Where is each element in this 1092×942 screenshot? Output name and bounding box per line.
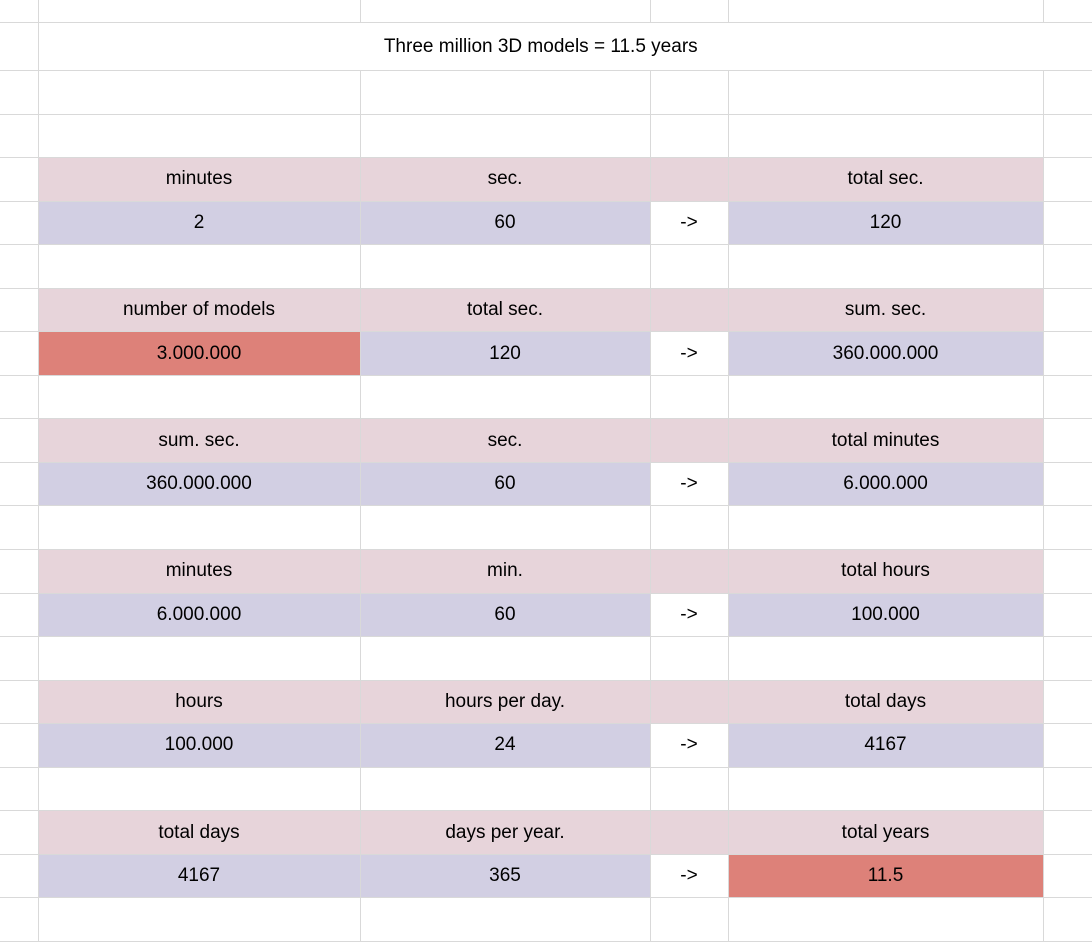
cell-b4[interactable] bbox=[38, 114, 360, 158]
cell-f[interactable] bbox=[1043, 419, 1092, 463]
cell-b[interactable] bbox=[38, 898, 360, 942]
value-1-2[interactable]: 360.000.000 bbox=[728, 332, 1043, 376]
table-row-values-4 bbox=[0, 724, 1092, 768]
cell-b3[interactable] bbox=[38, 70, 360, 114]
header-3-2: total hours bbox=[728, 550, 1043, 594]
cell-d[interactable] bbox=[650, 375, 728, 419]
cell-a[interactable] bbox=[0, 637, 38, 681]
cell-b[interactable] bbox=[38, 767, 360, 811]
cell-c4[interactable] bbox=[360, 114, 650, 158]
table-row-header-4 bbox=[0, 680, 1092, 724]
cell-a1[interactable] bbox=[0, 0, 38, 23]
header-3-gap bbox=[650, 550, 728, 594]
header-1-2: sum. sec. bbox=[728, 288, 1043, 332]
row-empty-top bbox=[0, 0, 1092, 23]
value-0-0[interactable]: 2 bbox=[38, 201, 360, 245]
value-3-1[interactable]: 60 bbox=[360, 593, 650, 637]
table-row-header-2 bbox=[0, 419, 1092, 463]
cell-f[interactable] bbox=[1043, 462, 1092, 506]
cell-d[interactable] bbox=[650, 767, 728, 811]
header-3-1: min. bbox=[360, 550, 650, 594]
row-spacer-block-2 bbox=[0, 506, 1092, 550]
cell-f[interactable] bbox=[1043, 811, 1092, 855]
value-0-1[interactable]: 60 bbox=[360, 201, 650, 245]
value-2-0[interactable]: 360.000.000 bbox=[38, 462, 360, 506]
cell-f[interactable] bbox=[1043, 288, 1092, 332]
cell-f[interactable] bbox=[1043, 375, 1092, 419]
cell-a[interactable] bbox=[0, 898, 38, 942]
header-0-gap bbox=[650, 158, 728, 202]
header-4-0: hours bbox=[38, 680, 360, 724]
cell-f[interactable] bbox=[1043, 680, 1092, 724]
cell-a[interactable] bbox=[0, 680, 38, 724]
table-row-values-2 bbox=[0, 462, 1092, 506]
header-1-0: number of models bbox=[38, 288, 360, 332]
cell-f[interactable] bbox=[1043, 898, 1092, 942]
arrow-icon-2: -> bbox=[650, 462, 728, 506]
cell-f[interactable] bbox=[1043, 245, 1092, 289]
value-5-0[interactable]: 4167 bbox=[38, 854, 360, 898]
cell-c[interactable] bbox=[360, 375, 650, 419]
row-spacer-block-3 bbox=[0, 637, 1092, 681]
cell-a2[interactable] bbox=[0, 23, 38, 71]
header-0-1: sec. bbox=[360, 158, 650, 202]
header-2-2: total minutes bbox=[728, 419, 1043, 463]
cell-e[interactable] bbox=[728, 767, 1043, 811]
cell-e[interactable] bbox=[728, 506, 1043, 550]
value-1-1[interactable]: 120 bbox=[360, 332, 650, 376]
cell-a4[interactable] bbox=[0, 114, 38, 158]
cell-e3[interactable] bbox=[728, 70, 1043, 114]
cell-c[interactable] bbox=[360, 637, 650, 681]
cell-b[interactable] bbox=[38, 506, 360, 550]
row-spacer-block-4 bbox=[0, 767, 1092, 811]
value-1-0[interactable]: 3.000.000 bbox=[38, 332, 360, 376]
cell-f[interactable] bbox=[1043, 550, 1092, 594]
value-4-2[interactable]: 4167 bbox=[728, 724, 1043, 768]
value-2-2[interactable]: 6.000.000 bbox=[728, 462, 1043, 506]
cell-f1[interactable] bbox=[1043, 0, 1092, 23]
cell-e1[interactable] bbox=[728, 0, 1043, 23]
table-row-values-0 bbox=[0, 201, 1092, 245]
table-row-header-1 bbox=[0, 288, 1092, 332]
cell-f[interactable] bbox=[1043, 506, 1092, 550]
cell-c[interactable] bbox=[360, 245, 650, 289]
cell-d4[interactable] bbox=[650, 114, 728, 158]
header-4-gap bbox=[650, 680, 728, 724]
value-2-1[interactable]: 60 bbox=[360, 462, 650, 506]
cell-f[interactable] bbox=[1043, 593, 1092, 637]
header-1-1: total sec. bbox=[360, 288, 650, 332]
header-5-0: total days bbox=[38, 811, 360, 855]
page-title: Three million 3D models = 11.5 years bbox=[38, 23, 1043, 71]
cell-c[interactable] bbox=[360, 898, 650, 942]
cell-f[interactable] bbox=[1043, 767, 1092, 811]
cell-e[interactable] bbox=[728, 245, 1043, 289]
cell-a[interactable] bbox=[0, 158, 38, 202]
cell-b[interactable] bbox=[38, 245, 360, 289]
cell-a[interactable] bbox=[0, 593, 38, 637]
cell-f[interactable] bbox=[1043, 854, 1092, 898]
cell-c[interactable] bbox=[360, 767, 650, 811]
cell-b1[interactable] bbox=[38, 0, 360, 23]
cell-d3[interactable] bbox=[650, 70, 728, 114]
table-row-values-1 bbox=[0, 332, 1092, 376]
header-2-0: sum. sec. bbox=[38, 419, 360, 463]
cell-e[interactable] bbox=[728, 898, 1043, 942]
header-5-2: total years bbox=[728, 811, 1043, 855]
cell-f[interactable] bbox=[1043, 201, 1092, 245]
cell-d[interactable] bbox=[650, 245, 728, 289]
cell-e4[interactable] bbox=[728, 114, 1043, 158]
arrow-icon-4: -> bbox=[650, 724, 728, 768]
cell-e[interactable] bbox=[728, 637, 1043, 681]
cell-a[interactable] bbox=[0, 245, 38, 289]
cell-a[interactable] bbox=[0, 332, 38, 376]
table-row-header-5 bbox=[0, 811, 1092, 855]
row-spacer-block-0 bbox=[0, 245, 1092, 289]
header-2-1: sec. bbox=[360, 419, 650, 463]
cell-d[interactable] bbox=[650, 506, 728, 550]
cell-f3[interactable] bbox=[1043, 70, 1092, 114]
cell-c1[interactable] bbox=[360, 0, 650, 23]
row-spacer-1 bbox=[0, 70, 1092, 114]
cell-e[interactable] bbox=[728, 375, 1043, 419]
cell-a[interactable] bbox=[0, 724, 38, 768]
cell-b[interactable] bbox=[38, 637, 360, 681]
arrow-icon-5: -> bbox=[650, 854, 728, 898]
header-4-1: hours per day. bbox=[360, 680, 650, 724]
cell-a[interactable] bbox=[0, 419, 38, 463]
cell-f2[interactable] bbox=[1043, 23, 1092, 71]
header-5-gap bbox=[650, 811, 728, 855]
table-row-header-3 bbox=[0, 550, 1092, 594]
cell-a[interactable] bbox=[0, 288, 38, 332]
value-4-0[interactable]: 100.000 bbox=[38, 724, 360, 768]
row-spacer-block-1 bbox=[0, 375, 1092, 419]
value-0-2[interactable]: 120 bbox=[728, 201, 1043, 245]
cell-a[interactable] bbox=[0, 201, 38, 245]
cell-a[interactable] bbox=[0, 375, 38, 419]
header-5-1: days per year. bbox=[360, 811, 650, 855]
arrow-icon-3: -> bbox=[650, 593, 728, 637]
cell-f[interactable] bbox=[1043, 332, 1092, 376]
header-4-2: total days bbox=[728, 680, 1043, 724]
cell-a3[interactable] bbox=[0, 70, 38, 114]
cell-a[interactable] bbox=[0, 550, 38, 594]
header-0-2: total sec. bbox=[728, 158, 1043, 202]
cell-a[interactable] bbox=[0, 854, 38, 898]
cell-c3[interactable] bbox=[360, 70, 650, 114]
header-0-0: minutes bbox=[38, 158, 360, 202]
cell-a[interactable] bbox=[0, 767, 38, 811]
header-2-gap bbox=[650, 419, 728, 463]
row-spacer-2 bbox=[0, 114, 1092, 158]
row-empty-bottom bbox=[0, 898, 1092, 942]
cell-d[interactable] bbox=[650, 898, 728, 942]
cell-f[interactable] bbox=[1043, 724, 1092, 768]
header-1-gap bbox=[650, 288, 728, 332]
table-row-values-3 bbox=[0, 593, 1092, 637]
table-row-values-5 bbox=[0, 854, 1092, 898]
cell-a[interactable] bbox=[0, 811, 38, 855]
arrow-icon-0: -> bbox=[650, 201, 728, 245]
header-3-0: minutes bbox=[38, 550, 360, 594]
cell-a[interactable] bbox=[0, 506, 38, 550]
cell-b[interactable] bbox=[38, 375, 360, 419]
cell-c[interactable] bbox=[360, 506, 650, 550]
row-title bbox=[0, 23, 1092, 71]
cell-a[interactable] bbox=[0, 462, 38, 506]
cell-f4[interactable] bbox=[1043, 114, 1092, 158]
cell-d1[interactable] bbox=[650, 0, 728, 23]
table-row-header-0 bbox=[0, 158, 1092, 202]
cell-f[interactable] bbox=[1043, 158, 1092, 202]
value-5-2[interactable]: 11.5 bbox=[728, 854, 1043, 898]
value-4-1[interactable]: 24 bbox=[360, 724, 650, 768]
cell-f[interactable] bbox=[1043, 637, 1092, 681]
value-3-2[interactable]: 100.000 bbox=[728, 593, 1043, 637]
value-5-1[interactable]: 365 bbox=[360, 854, 650, 898]
value-3-0[interactable]: 6.000.000 bbox=[38, 593, 360, 637]
cell-d[interactable] bbox=[650, 637, 728, 681]
arrow-icon-1: -> bbox=[650, 332, 728, 376]
